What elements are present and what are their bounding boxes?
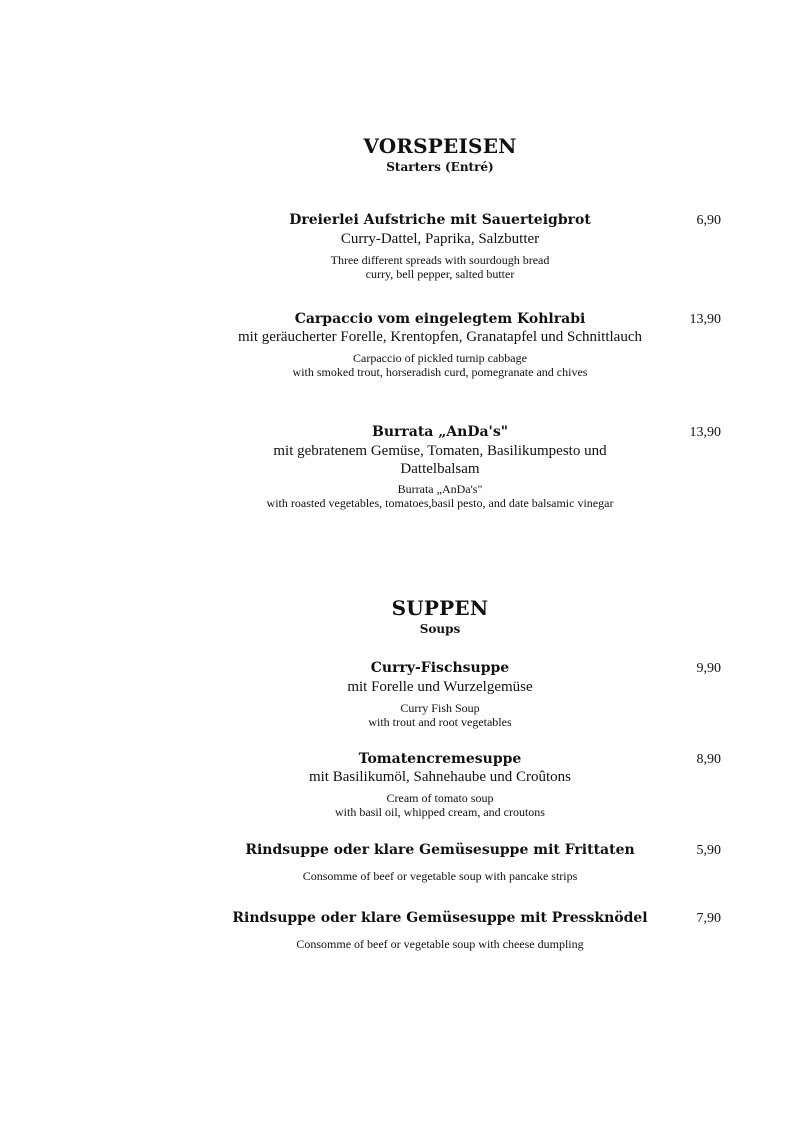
item-price: 13,90 (689, 425, 721, 440)
item-description-en (0, 253, 793, 281)
item-description-de: mit Basilikumöl, Sahnehaube und Croûtons (308, 769, 572, 785)
item-description-en-line: Consomme of beef or vegetable soup with pancake strips (302, 869, 578, 883)
item-description-en (0, 482, 793, 510)
item-description-de: mit geräucherter Forelle, Krentopfen, Granatapfel und Schnittlauch (237, 329, 642, 345)
item-description-en (0, 791, 793, 819)
item-name: Tomatencremesuppe (358, 751, 522, 767)
item-description-en-line: Consomme of beef or vegetable soup with cheese dumpling (296, 937, 584, 951)
item-name: Rindsuppe oder klare Gemüsesuppe mit Pressknödel (232, 910, 648, 926)
section-subtitle-soups: Soups (419, 622, 461, 636)
item-description-en (0, 937, 793, 951)
item-price: 9,90 (696, 661, 721, 676)
item-description-en-line: Cream of tomato soup (386, 791, 494, 805)
item-description-en (0, 869, 793, 883)
item-name: Dreierlei Aufstriche mit Sauerteigbrot (289, 212, 591, 228)
item-description-en (0, 701, 793, 729)
item-description-en-line: Three different spreads with sourdough bread (330, 253, 550, 267)
item-description-en-line: Carpaccio of pickled turnip cabbage (353, 351, 527, 365)
item-description-en-line: with basil oil, whipped cream, and croutons (335, 805, 545, 819)
item-name: Carpaccio vom eingelegtem Kohlrabi (294, 311, 586, 327)
item-description-en-line: Burrata „AnDa's" (397, 482, 483, 496)
item-price: 5,90 (696, 843, 721, 858)
item-description-en-line: with smoked trout, horseradish curd, pomegranate and chives (292, 365, 588, 379)
item-price: 8,90 (696, 752, 721, 767)
section-title-starters: VORSPEISEN (363, 134, 517, 158)
item-description-en-line: with roasted vegetables, tomatoes,basil pesto, and date balsamic vinegar (266, 496, 614, 510)
item-description-en (0, 351, 793, 379)
item-name: Burrata „AnDa's" (371, 424, 508, 440)
item-description-de: mit Forelle und Wurzelgemüse (347, 679, 533, 695)
item-price: 7,90 (696, 911, 721, 926)
section-subtitle-starters: Starters (Entré) (386, 160, 494, 174)
item-description-en-line: with trout and root vegetables (368, 715, 512, 729)
item-price: 13,90 (689, 312, 721, 327)
item-description-en-line: Curry Fish Soup (400, 701, 480, 715)
item-name: Curry-Fischsuppe (370, 660, 510, 676)
item-description-en-line: curry, bell pepper, salted butter (365, 267, 515, 281)
item-description-de-line: mit gebratenem Gemüse, Tomaten, Basilikumpesto und (273, 443, 607, 459)
section-title-soups: SUPPEN (391, 596, 489, 620)
item-description-de: Curry-Dattel, Paprika, Salzbutter (340, 231, 540, 247)
item-description-de-line: Dattelbalsam (400, 461, 480, 477)
item-description-de (0, 442, 793, 478)
item-name: Rindsuppe oder klare Gemüsesuppe mit Frittaten (245, 842, 635, 858)
item-price: 6,90 (696, 213, 721, 228)
